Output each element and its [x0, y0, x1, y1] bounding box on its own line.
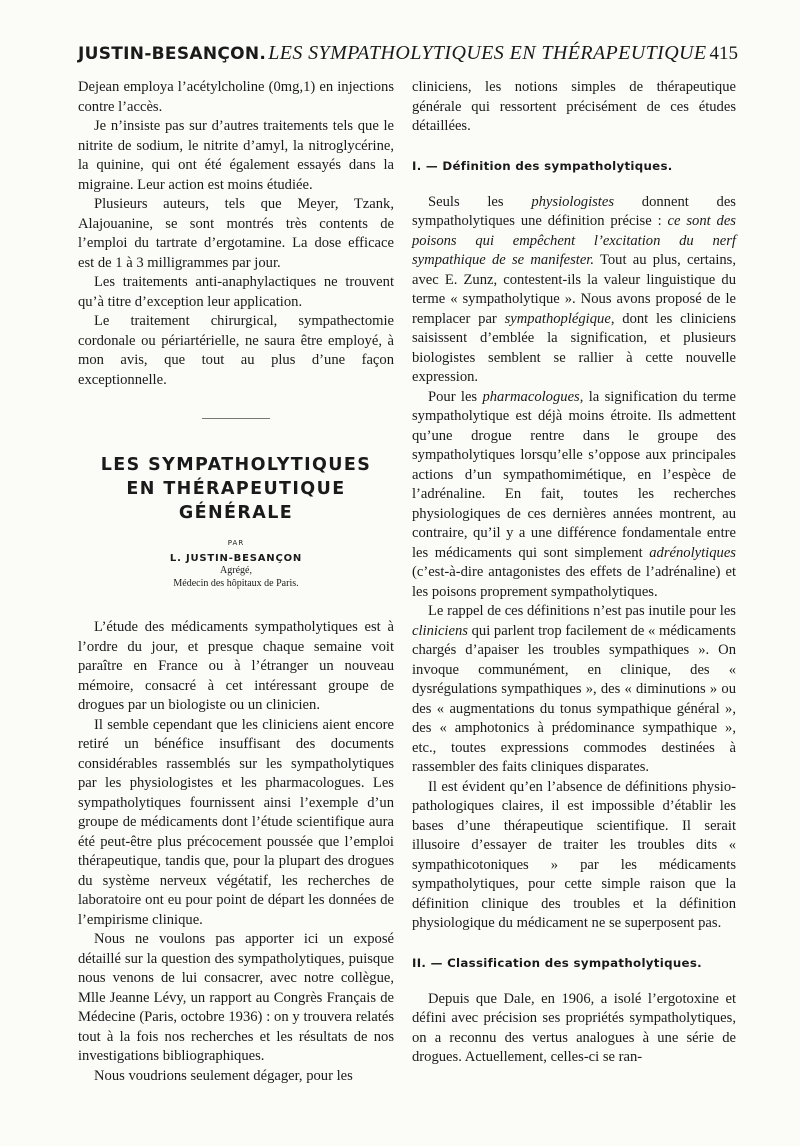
- byline-par: PAR: [227, 539, 245, 547]
- paragraph: Depuis que Dale, en 1906, a isolé l’ergotoxine et défini avec précision ses propriétés sympatholytiques, on a reconnu des vertus analogues à une série de drogues. Actuellement, celles-ci se ran-: [412, 990, 736, 1065]
- paragraph: Nous ne voulons pas apporter ici un exposé détaillé sur la question des sympatholytiques, puisque nous venons de lui consacrer, avec notre collègue, Mlle Jeanne Lévy, un rapport au Congrès Français de Médecine (Paris, octobre 1936) : on y trouvera relatés tout à la fois nos recherches et les résultats de nos investigations bibliographiques.: [78, 931, 394, 1064]
- paragraph: Il semble cependant que les cliniciens aient encore retiré un bénéfice insuffisant des documents considérables rassemblés sur les sympatholytiques par les physiologistes et les pharmacologues. Les sympatholytiques fournissent ainsi l’exemple d’un groupe de médicaments dont l’étude scientifique aura été peut-être plus précocement poussée que l’emploi thérapeutique, tandis que, pour la plupart des drogues du système nerveux végétatif, les recherches de laboratoire ont eu pour point de départ les données de l’empirisme clinique.: [78, 716, 394, 928]
- paragraph: cliniciens, les notions simples de thérapeutique générale qui ressortent précisément de ces études détaillées.: [412, 79, 736, 134]
- section-heading: II. — Classification des sympatholytiques.: [412, 955, 702, 970]
- paragraph: Les traitements anti-anaphylactiques ne trouvent qu’à titre d’exception leur application.: [78, 274, 394, 310]
- author-affiliation: Médecin des hôpitaux de Paris.: [173, 578, 299, 589]
- paragraph: L’étude des médicaments sympatholytiques est à l’ordre du jour, et presque chaque semaine voit paraître en France ou à l’étranger un nouveau mémoire, consacré à cet intéressant groupe de drogues par un biologiste ou un clinicien.: [78, 619, 394, 713]
- author-affiliation: Agrégé,: [220, 565, 252, 576]
- article-heading: [78, 453, 394, 590]
- article-title-line: EN THÉRAPEUTIQUE: [126, 479, 346, 499]
- paragraph: Nous voudrions seulement dégager, pour les: [94, 1067, 353, 1084]
- paragraph: Seuls les physiologistes donnent des sympatholytiques une définition précise : ce sont des poisons qui empêchent l’excitation du nerf sympathique de se manifester. Tout au plus, certains, avec E. Zunz, contestent-ils la valeur linguistique du terme « sympatholytique ». Nous avons proposé de le remplacer par sympathoplégique, dont les cliniciens saisissent d’emblée la signification, et plusieurs biologistes semblent se rallier à cette nouvelle expression.: [412, 193, 736, 385]
- right-column: [412, 78, 736, 1068]
- article-title-line: LES SYMPATHOLYTIQUES: [100, 455, 372, 475]
- page-number: 415: [709, 43, 738, 64]
- section-heading: I. — Définition des sympatholytiques.: [412, 158, 673, 173]
- paragraph: Le traitement chirurgical, sympathectomie cordonale ou périartérielle, ne saura être employé, à mon avis, que tout au plus d’une façon exceptionnelle.: [78, 313, 394, 388]
- header-title: LES SYMPATHOLYTIQUES EN THÉRAPEUTIQUE: [268, 42, 707, 64]
- article-title-line: GÉNÉRALE: [178, 503, 294, 523]
- divider: [202, 418, 270, 419]
- paragraph: Je n’insiste pas sur d’autres traitements tels que le nitrite de sodium, le nitrite d’amyl, la nitroglycérine, la quinine, qui ont été également essayés dans la migraine. Leur action est moins étudiée.: [78, 118, 394, 193]
- paragraph: Pour les pharmacologues, la signification du terme sympatholytique est déjà moins étroite. Ils admettent qu’une drogue rentre dans le groupe des sympatholytiques lorsqu’elle s’oppose aux principales actions d’un sympathomimétique, en l’espèce de l’adrénaline. En fait, toutes les recherches physiologiques de ces dernières années montrent, au contraire, qu’il y a une différence fondamentale entre les médicaments qui sont simplement adrénolytiques (c’est-à-dire antagonistes des effets de l’adrénaline) et les poisons proprement sympatholytiques.: [412, 388, 736, 600]
- paragraph: Plusieurs auteurs, tels que Meyer, Tzank, Alajouanine, se sont montrés très contents de l’emploi du tartrate d’ergotamine. La dose efficace est de 1 à 3 milligrammes par jour.: [78, 196, 394, 271]
- paragraph: Le rappel de ces définitions n’est pas inutile pour les cliniciens qui parlent trop facilement de « médicaments chargés d’apaiser les troubles sympathiques ». On invoque communément, en clinique, des « dysrégulations sympathiques », des « diminutions » ou des « augmentations du tonus sympathique général », des « amphotonics à prédominance sympathique », etc., toutes expressions commodes destinées à rassembler des faits cliniques disparates.: [412, 603, 736, 775]
- header-author: JUSTIN-BESANÇON.: [78, 44, 267, 64]
- paragraph: Dejean employa l’acétylcholine (0mg,1) en injections contre l’accès.: [78, 79, 394, 115]
- left-column: [78, 78, 394, 1086]
- paragraph: Il est évident qu’en l’absence de définitions physio-pathologiques claires, il est impossible d’établir les bases d’une thérapeutique scientifique. Il serait illusoire d’essayer de traiter les troubles dits « sympathicotoniques » par les médicaments sympatholytiques, pour cette simple raison que la définition clinique des troubles et la définition physiologique du médicament ne se superposent pas.: [412, 778, 736, 931]
- article-author: L. JUSTIN-BESANÇON: [169, 553, 303, 564]
- running-header: [78, 42, 738, 70]
